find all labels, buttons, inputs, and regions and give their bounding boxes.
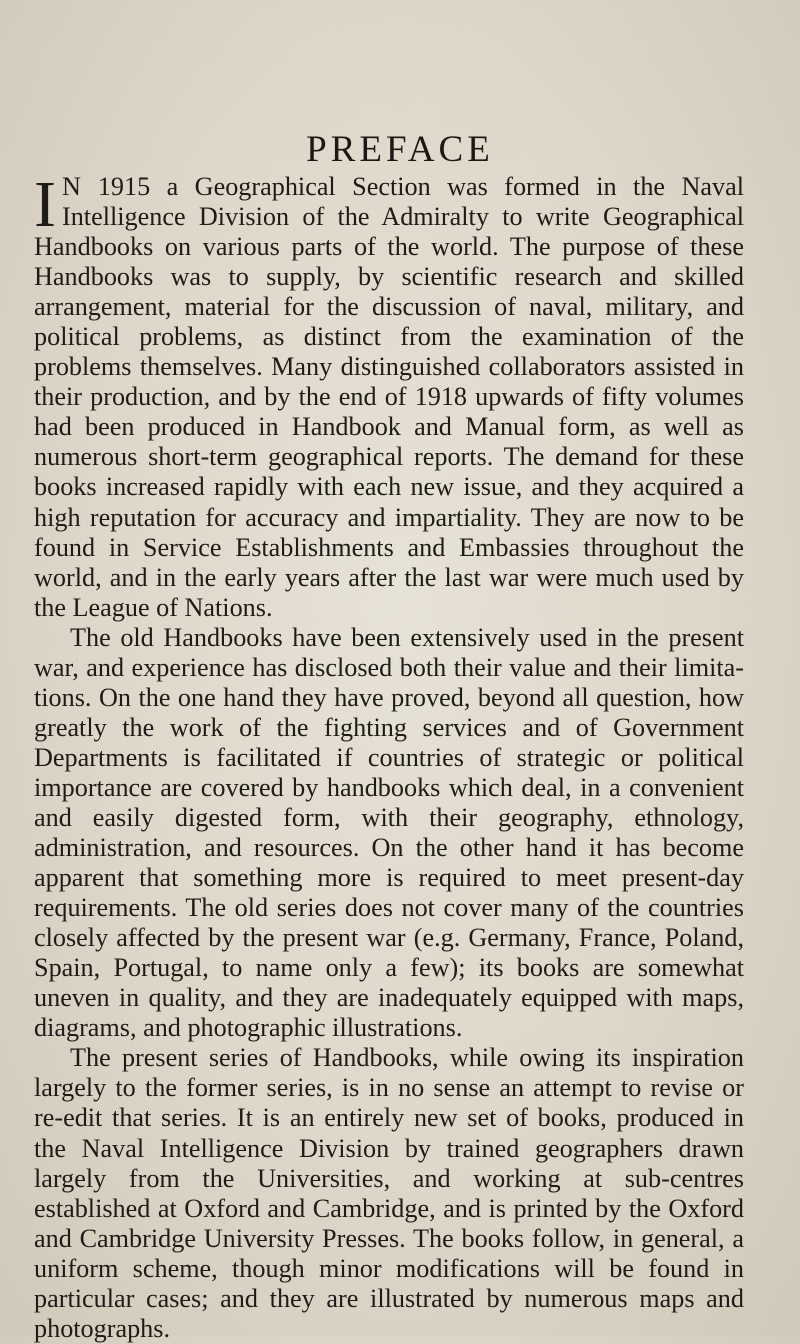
drop-cap: I — [34, 168, 56, 241]
first-word-rest: N — [61, 172, 82, 201]
page-title: PREFACE — [306, 129, 494, 170]
paragraph-2: The old Handbooks have been extensively used in the present war, and experience has disclosed both their value and their limitations. On the one hand they have proved, beyond all question, how greatly the work of the fighting services and of Government Departments is facilitated if countries of strategic or political importance are covered by handbooks which deal, in a convenient and easily digested form, with their geography, ethnology, administration, and resources. On the other hand it has become apparent that something more is required to meet present-day requirements. The old series does not cover many of the countries closely affected by the present war (e.g. Germany, France, Poland, Spain, Portugal, to name only a few); its books are somewhat uneven in quality, and they are inadequately equipped with maps, diagrams, and photographic illustrations. — [34, 622, 744, 1043]
paragraph-3: The present series of Handbooks, while owing its inspiration largely to the former series, is in no sense an attempt to revise or re-edit that series. It is an entirely new set of books, produced in the Naval Intelligence Division by trained geographers drawn largely from the Universities, and working at sub-centres established at Oxford and Cambridge, and is printed by the Oxford and Cambridge University Presses. The books follow, in general, a uniform scheme, though minor modifications will be found in particular cases; and they are illustrated by numerous maps and photographs. — [34, 1043, 744, 1343]
paragraph-1 — [34, 168, 744, 623]
body-text — [34, 168, 744, 1344]
paragraph-1-text: 1915 a Geographical Section was formed in the Naval Intelligence Division of the Admiralty to write Geographical Handbooks on various parts of the world. The purpose of these Handbooks was to supply, by scientific research and skilled arrangement, material for the discussion of naval, military, and political problems, as distinct from the examination of the problems themselves. Many distinguished collaborators assisted in their production, and by the end of 1918 upwards of fifty volumes had been produced in Handbook and Manual form, as well as numerous short-term geographical reports. The demand for these books increased rapidly with each new issue, and they acquired a high reputation for accuracy and impartiality. They are now to be found in Service Establishments and Embassies throughout the world, and in the early years after the last war were much used by the League of Nations. — [34, 172, 744, 622]
